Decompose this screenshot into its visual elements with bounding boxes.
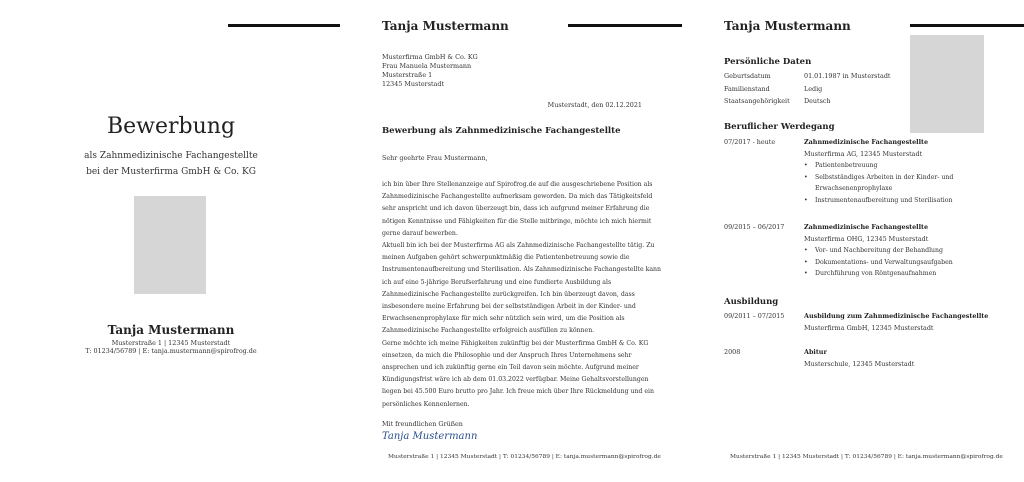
letter-body-line: ich auf eine 5-jährige Berufserfahrung und eine fundierte Ausbildung als [382,278,612,286]
cover-page [0,0,342,482]
education-institution: Musterfirma GmbH, 12345 Musterstadt [804,324,934,332]
recipient-line: Musterfirma GmbH & Co. KG [382,53,478,61]
career-employer: Musterfirma OHG, 12345 Musterstadt [804,235,929,243]
letter-body-line: gerne darauf bewerben. [382,229,458,237]
personal-value: Deutsch [804,97,831,105]
education-degree: Ausbildung zum Zahnmedizinische Fachangestellte [804,312,989,320]
recipient-line: Frau Manuela Mustermann [382,62,472,70]
header-rule [228,24,340,27]
cover-contact: T: 01234/56789 | E: tanja.mustermann@spirofrog.de [85,347,257,355]
cv-photo-placeholder [910,35,984,133]
cover-subtitle-line1: als Zahnmedizinische Fachangestellte [84,151,258,161]
letter-salutation: Sehr geehrte Frau Mustermann, [382,154,488,162]
letter-body-line: einsetzen, da mich die Philosophie und der Anspruch Ihres Unternehmens sehr [382,351,632,359]
education-title: Ausbildung [724,297,779,307]
career-tasks [804,160,994,206]
letter-body-line: Instrumentenaufbereitung und Sterilisation. Als Zahnmedizinische Fachangestellte kann [382,266,661,274]
letter-body-line: Zahnmedizinische Fachangestellte erfolgreich ausfüllen zu können. [382,327,595,335]
career-employer: Musterfirma AG, 12345 Musterstadt [804,150,923,158]
personal-data-title: Persönliche Daten [724,57,812,67]
personal-label: Staatsangehörigkeit [724,97,790,105]
cv-footer: Musterstraße 1 | 12345 Musterstadt | T: 01234/56789 | E: tanja.mustermann@spirofrog.de [730,454,1003,460]
letter-body-line: insbesondere meine Erfahrung bei der selbstständigen Arbeit in der Kinder- und [382,303,636,311]
letter-body-line: sehr anspricht und ich davon überzeugt bin, dass ich aufgrund meiner Erfahrung die [382,205,650,213]
task-item: • Patientenbetreuung [804,160,994,172]
letter-subject: Bewerbung als Zahnmedizinische Fachangestellte [382,126,621,136]
education-date: 2008 [724,348,741,356]
task-item-continuation: Erwachsenenprophylaxe [815,185,893,192]
personal-label: Familienstand [724,85,770,93]
signature: Tanja Mustermann [382,431,478,442]
letter-closing: Mit freundlichen Grüßen [382,420,463,428]
header-rule [568,24,682,27]
letter-body-line: liegen bei 45.500 Euro brutto pro Jahr. Ich freue mich über Ihre Rückmeldung und ein [382,388,655,396]
task-item: • Instrumentenaufbereitung und Sterilisation [804,195,994,207]
recipient-line: 12345 Musterstadt [382,80,445,88]
applicant-photo-placeholder [134,196,206,294]
career-title: Beruflicher Werdegang [724,122,835,132]
task-item: • Selbstständiges Arbeiten in der Kinder- und [804,172,994,184]
personal-label: Geburtsdatum [724,72,771,80]
letter-body-line: ich bin über Ihre Stellenanzeige auf Spirofrog.de auf die ausgeschriebene Position als [382,181,653,188]
personal-value: 01.01.1987 in Musterstadt [804,72,891,80]
cover-subtitle-line2: bei der Musterfirma GmbH & Co. KG [86,167,256,177]
letter-body-line: ansprechen und ich zukünftig gerne ein Teil davon sein möchte. Aufgrund meiner [382,364,639,372]
letter-body-line: Zahnmedizinische Fachangestellte aufmerksam geworden. Da mich das Tätigkeitsfeld [382,193,653,201]
letter-body-line: Kündigungsfrist wäre ich ab dem 01.03.2022 verfügbar. Meine Gehaltsvorstellungen [382,376,649,384]
task-item: • Durchführung von Röntgenaufnahmen [804,268,994,280]
cover-title: Bewerbung [106,114,236,139]
letter-body-line: Erwachsenenprophylaxe für mich sehr nützlich sein wird, um die Position als [382,315,625,323]
task-item: • Dokumentations- und Verwaltungsaufgaben [804,257,994,269]
letter-body-line: Gerne möchte ich meine Fähigkeiten zukünftig bei der Musterfirma GmbH & Co. KG [382,339,649,347]
cv-page [684,0,1024,482]
letter-body-line: meinen Aufgaben gehört schwerpunktmäßig die Patientenbetreuung sowie die [382,254,630,262]
recipient-address [382,53,478,89]
letter-date: Musterstadt, den 02.12.2021 [547,101,642,109]
header-rule [910,24,1024,27]
cv-header-name: Tanja Mustermann [724,19,851,33]
letter-header-name: Tanja Mustermann [382,19,509,33]
cover-letter-page [342,0,684,482]
education-date: 09/2011 – 07/2015 [724,312,785,320]
cover-name: Tanja Mustermann [107,323,235,337]
career-position: Zahnmedizinische Fachangestellte [804,138,929,146]
letter-body-line: persönliches Kennenlernen. [382,400,470,408]
career-tasks [804,245,994,280]
career-position: Zahnmedizinische Fachangestellte [804,223,929,231]
cover-address: Musterstraße 1 | 12345 Musterstadt [111,339,231,347]
letter-body-line: Aktuell bin ich bei der Musterfirma AG als Zahnmedizinische Fachangestellte tätig. Zu [382,242,655,250]
career-date: 07/2017 - heute [724,138,776,146]
career-date: 09/2015 – 06/2017 [724,223,785,231]
letter-body-line: nötigen Kenntnisse und Fähigkeiten für die Stelle mitbringe, möchte ich mich hiermit [382,217,652,225]
letter-body-line: Zahnmedizinische Fachangestellte zurückgreifen. Ich bin überzeugt davon, dass [382,290,635,298]
recipient-line: Musterstraße 1 [382,71,433,79]
personal-value: Ledig [804,85,823,93]
education-institution: Musterschule, 12345 Musterstadt [804,360,915,368]
letter-body [382,179,661,411]
letter-footer: Musterstraße 1 | 12345 Musterstadt | T: 01234/56789 | E: tanja.mustermann@spirofrog.de [388,454,661,460]
education-degree: Abitur [804,348,827,356]
task-item: • Vor- und Nachbereitung der Behandlung [804,245,994,257]
